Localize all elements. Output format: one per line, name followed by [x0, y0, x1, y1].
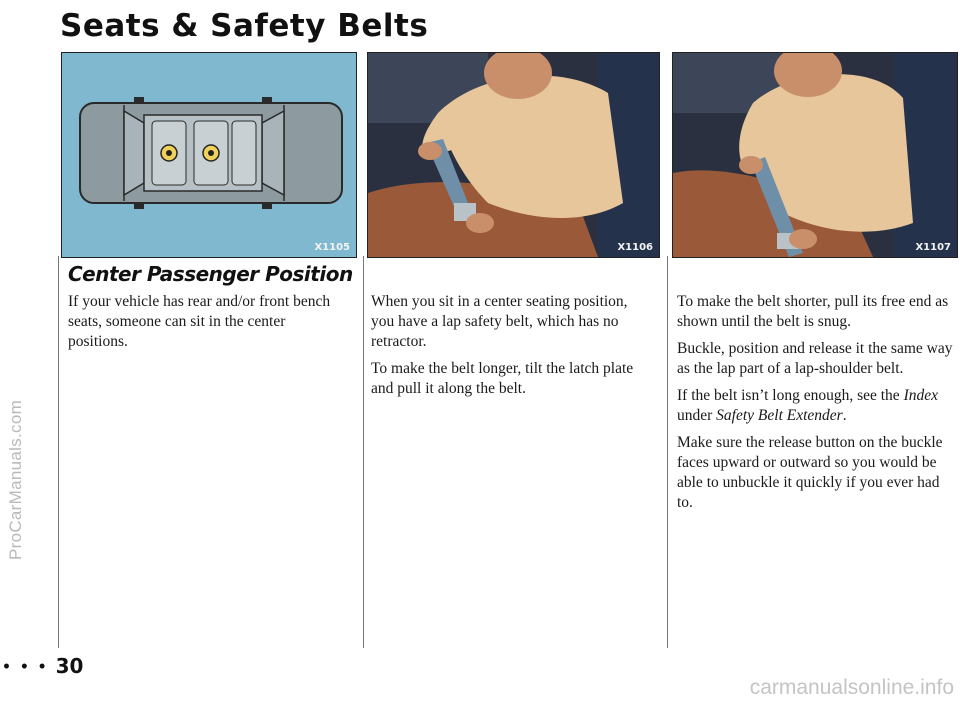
paragraph: When you sit in a center seating position, you have a lap safety belt, which has no retractor. — [371, 293, 628, 350]
index-reference: Index — [903, 387, 938, 404]
extender-reference: Safety Belt Extender — [716, 407, 843, 424]
column-divider — [363, 256, 364, 648]
paragraph: If your vehicle has rear and/or front bench seats, someone can sit in the center positions. — [68, 293, 331, 350]
column-left — [68, 292, 346, 359]
bottom-watermark: carmanualsonline.info — [749, 676, 954, 699]
side-watermark: ProCarManuals.com — [6, 399, 25, 560]
text-run: under — [677, 407, 717, 424]
text-run: . — [842, 407, 847, 424]
car-top-view-illustration — [62, 53, 356, 257]
paragraph: To make the belt shorter, pull its free end as shown until the belt is snug. — [677, 293, 949, 330]
page-number-dots: • • • — [2, 659, 49, 676]
column-divider — [58, 256, 59, 648]
column-divider — [667, 256, 668, 648]
figure-lap-belt-adjust — [672, 52, 958, 258]
column-middle — [371, 292, 649, 406]
page-number-value: 30 — [55, 654, 84, 678]
paragraph: To make the belt longer, tilt the latch plate and pull it along the belt. — [371, 360, 634, 397]
section-heading: Center Passenger Position — [68, 262, 353, 286]
paragraph — [677, 386, 955, 426]
paragraph: Make sure the release button on the buckle faces upward or outward so you would be able to unbuckle it quickly if you ever had to. — [677, 434, 943, 511]
figure-car-top-view — [61, 52, 357, 258]
lap-belt-adjust-photo — [673, 53, 957, 257]
paragraph: Buckle, position and release it the same way as the lap part of a lap-shoulder belt. — [677, 340, 953, 377]
page-title: Seats & Safety Belts — [60, 8, 429, 44]
figure-lap-belt — [367, 52, 660, 258]
column-right — [677, 292, 955, 520]
figure-code: X1106 — [617, 242, 653, 253]
figure-code: X1107 — [915, 242, 951, 253]
figure-code: X1105 — [314, 242, 350, 253]
text-run: If the belt isn’t long enough, see the — [677, 387, 904, 404]
lap-belt-photo — [368, 53, 659, 257]
page-number — [2, 654, 83, 678]
